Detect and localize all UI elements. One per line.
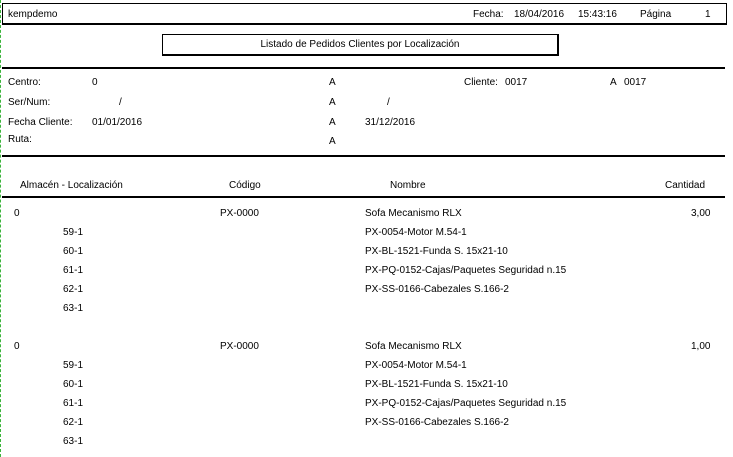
sernum-to-label: A: [329, 97, 336, 108]
group-nombre: Sofa Mecanismo RLX: [365, 208, 462, 219]
group-nombre: Sofa Mecanismo RLX: [365, 341, 462, 352]
row-nombre: PX-PQ-0152-Cajas/Paquetes Seguridad n.15: [365, 265, 567, 276]
cliente-to: 0017: [624, 77, 647, 88]
fecha-cliente-label: Fecha Cliente:: [8, 117, 73, 128]
row-localizacion: 62-1: [63, 417, 84, 428]
row-nombre: PX-0054-Motor M.54-1: [365, 360, 467, 371]
col-cantidad: Cantidad: [665, 180, 706, 191]
centro-label: Centro:: [8, 77, 41, 88]
row-localizacion: 61-1: [63, 265, 84, 276]
company-name: kempdemo: [8, 9, 58, 20]
report-date: 18/04/2016: [514, 9, 565, 20]
group-codigo: PX-0000: [220, 208, 259, 219]
group-almacen: 0: [14, 208, 20, 219]
row-localizacion: 63-1: [63, 303, 84, 314]
ruta-to-label: A: [329, 136, 336, 147]
fecha-cliente-to: 31/12/2016: [365, 117, 416, 128]
row-localizacion: 62-1: [63, 284, 84, 295]
date-label: Fecha:: [473, 9, 504, 20]
row-localizacion: 60-1: [63, 379, 84, 390]
page-margin-guide: [0, 0, 1, 457]
report-time: 15:43:16: [578, 9, 617, 20]
col-codigo: Código: [229, 180, 261, 191]
cliente-from: 0017: [505, 77, 528, 88]
group-cantidad: 3,00: [691, 208, 711, 219]
divider: [2, 196, 725, 198]
divider: [2, 67, 725, 69]
sernum-to: /: [387, 97, 390, 108]
group-cantidad: 1,00: [691, 341, 711, 352]
row-localizacion: 60-1: [63, 246, 84, 257]
row-nombre: PX-SS-0166-Cabezales S.166-2: [365, 284, 509, 295]
row-localizacion: 63-1: [63, 436, 84, 447]
col-nombre: Nombre: [390, 180, 426, 191]
row-nombre: PX-PQ-0152-Cajas/Paquetes Seguridad n.15: [365, 398, 567, 409]
row-nombre: PX-SS-0166-Cabezales S.166-2: [365, 417, 509, 428]
group-almacen: 0: [14, 341, 20, 352]
ruta-label: Ruta:: [8, 134, 32, 145]
centro-to-label: A: [329, 77, 336, 88]
row-nombre: PX-BL-1521-Funda S. 15x21-10: [365, 379, 508, 390]
fecha-cliente-from: 01/01/2016: [92, 117, 143, 128]
fecha-cliente-to-label: A: [329, 117, 336, 128]
row-localizacion: 61-1: [63, 398, 84, 409]
report-title: Listado de Pedidos Clientes por Localización: [162, 34, 559, 56]
cliente-to-label: A: [610, 77, 617, 88]
report-header: [2, 3, 727, 25]
sernum-from: /: [119, 97, 122, 108]
sernum-label: Ser/Num:: [8, 97, 51, 108]
cliente-label: Cliente:: [464, 77, 498, 88]
page-number: 1: [705, 9, 711, 20]
page-label: Página: [640, 9, 672, 20]
row-localizacion: 59-1: [63, 227, 84, 238]
group-codigo: PX-0000: [220, 341, 259, 352]
row-nombre: PX-0054-Motor M.54-1: [365, 227, 467, 238]
row-nombre: PX-BL-1521-Funda S. 15x21-10: [365, 246, 508, 257]
col-almacen-localizacion: Almacén - Localización: [20, 180, 123, 191]
centro-from: 0: [92, 77, 98, 88]
row-localizacion: 59-1: [63, 360, 84, 371]
divider: [2, 155, 725, 157]
